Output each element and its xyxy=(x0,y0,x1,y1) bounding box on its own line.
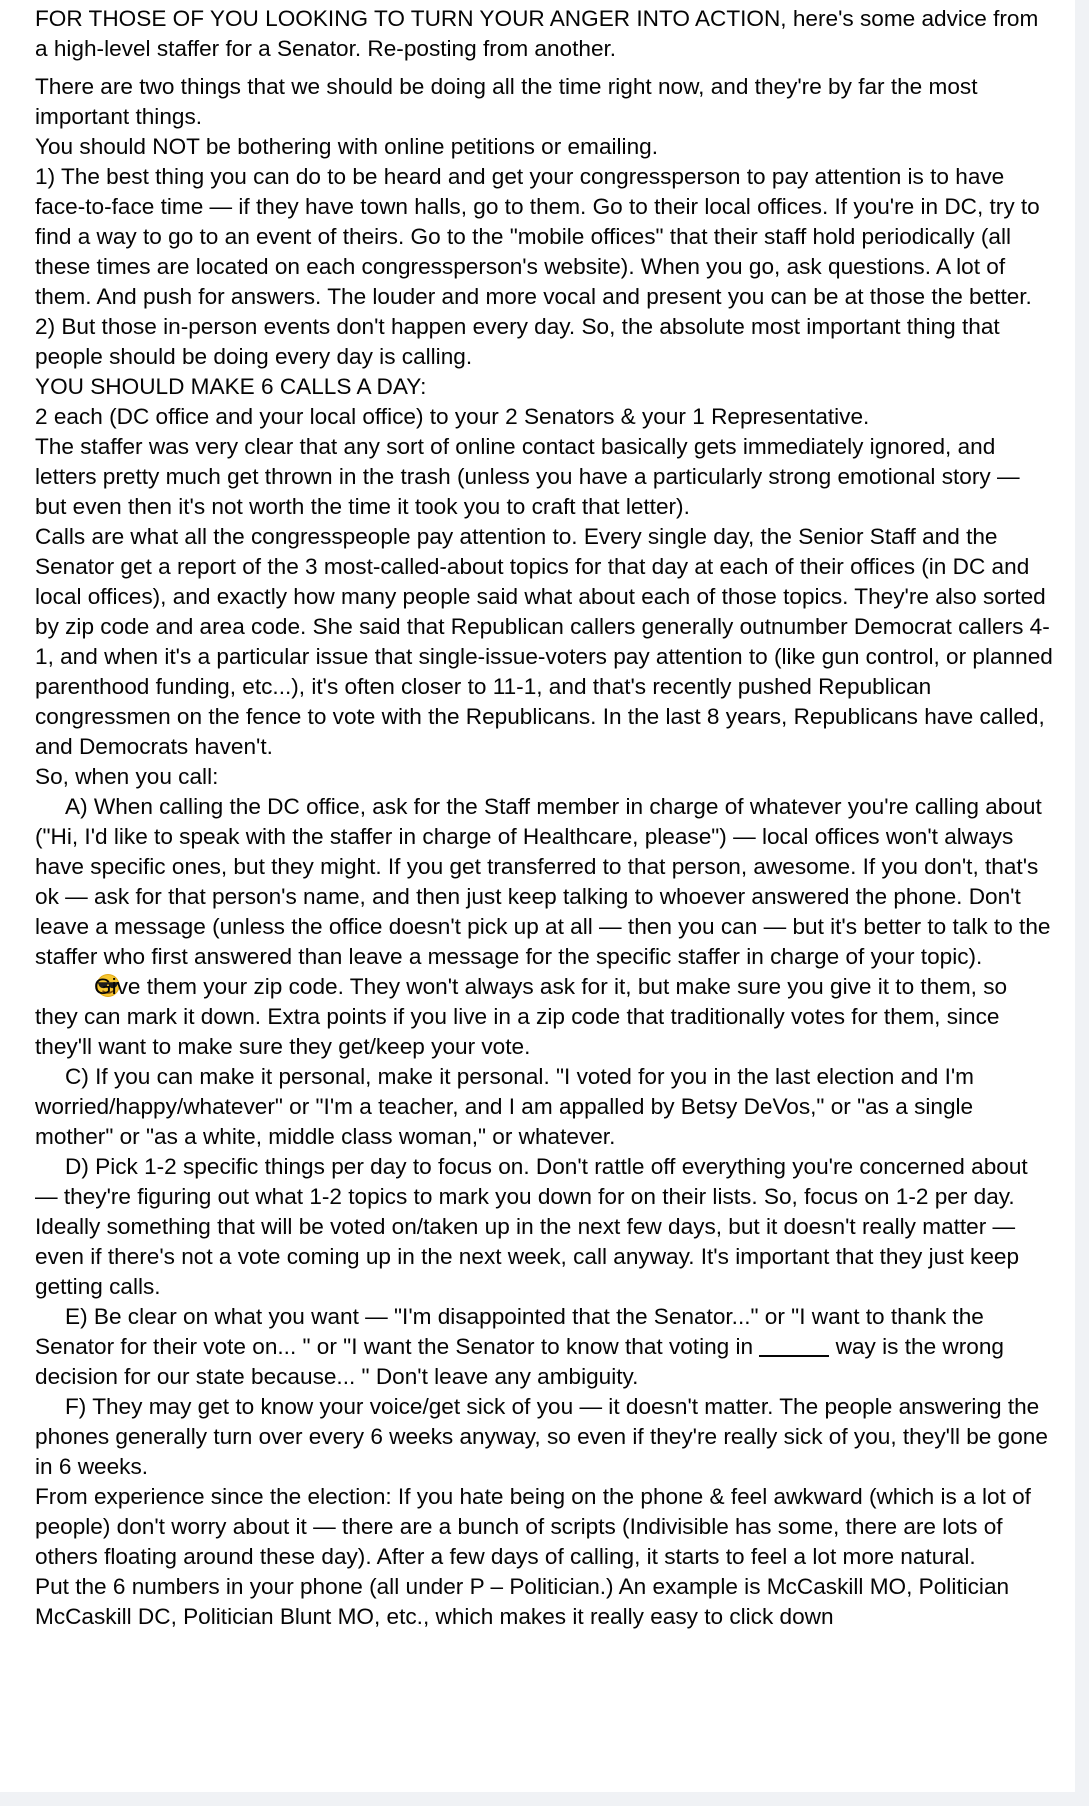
post-paragraph: Put the 6 numbers in your phone (all under P – Politician.) An example is McCaskill MO, Politician McCaskill DC, Politician Blunt MO, etc., which makes it really easy to click down xyxy=(35,1574,1010,1629)
post-paragraph: From experience since the election: If you hate being on the phone & feel awkward (which is a lot of people) don't worry about it — there are a bunch of scripts (Indivisible has some, there are lots of others floating around these day). After a few days of calling, it starts to feel a lot more natural. xyxy=(35,1484,1031,1569)
tip-d: D) Pick 1-2 specific things per day to focus on. Don't rattle off everything you're concerned about — they're figuring out what 1-2 topics to mark you down for on their lists. So, focus on 1-2 per day. Ideally something that will be voted on/taken up in the next few days, but it doesn't really matter — even if there's not a vote coming up in the next week, call anyway. It's important that they just keep getting calls. xyxy=(35,1154,1028,1299)
tip-f: F) They may get to know your voice/get sick of you — it doesn't matter. The people answering the phones generally turn over every 6 weeks anyway, so even if they're really sick of you, they'll be gone in 6 weeks. xyxy=(35,1394,1048,1479)
post-paragraph: The staffer was very clear that any sort of online contact basically gets immediately ignored, and letters pretty much get thrown in the trash (unless you have a particularly strong emotional story — but even then it's not worth the time it took you to craft that letter). xyxy=(35,434,1020,519)
post-paragraph: You should NOT be bothering with online petitions or emailing. xyxy=(35,134,658,159)
tip-e-text-end: way is the wrong decision for our state because... " Don't leave any ambiguity. xyxy=(35,1334,1004,1389)
tip-e xyxy=(35,1302,1055,1392)
post-paragraph: 1) The best thing you can do to be heard and get your congressperson to pay attention is to have face-to-face time — if they have town halls, go to them. Go to their local offices. If you're in DC, try to find a way to go to an event of theirs. Go to the "mobile offices" that their staff hold periodically (all these times are located on each congressperson's website). When you go, ask questions. A lot of them. And push for answers. The louder and more vocal and present you can be at those the better. xyxy=(35,164,1040,309)
post-paragraph: 2 each (DC office and your local office) to your 2 Senators & your 1 Representative. xyxy=(35,404,870,429)
tip-a: A) When calling the DC office, ask for the Staff member in charge of whatever you're calling about ("Hi, I'd like to speak with the staffer in charge of Healthcare, please") — local offices won't always have specific ones, but they might. If you get transferred to that person, awesome. If you don't, that's ok — ask for that person's name, and then just keep talking to whoever answered the phone. Don't leave a message (unless the office doesn't pick up at all — then you can — but it's better to talk to the staffer who first answered than leave a message for the specific staffer in charge of your topic). xyxy=(35,794,1051,969)
post-paragraph: YOU SHOULD MAKE 6 CALLS A DAY: xyxy=(35,374,427,399)
sunglasses-emoji-icon xyxy=(65,973,91,995)
post-paragraph: Calls are what all the congresspeople pay attention to. Every single day, the Senior Staff and the Senator get a report of the 3 most-called-about topics for that day at each of their offices (in DC and local offices), and exactly how many people said what about each of those topics. They're also sorted by zip code and area code. She said that Republican callers generally outnumber Democrat callers 4-1, and when it's a particular issue that single-issue-voters pay attention to (like gun control, or planned parenthood funding, etc...), it's often closer to 11-1, and that's recently pushed Republican congressmen on the fence to vote with the Republicans. In the last 8 years, Republicans have called, and Democrats haven't. xyxy=(35,524,1053,759)
post-paragraph: 2) But those in-person events don't happen every day. So, the absolute most important thing that people should be doing every day is calling. xyxy=(35,314,1000,369)
tip-b-text: Give them your zip code. They won't always ask for it, but make sure you give it to them, so they can mark it down. Extra points if you live in a zip code that traditionally votes for them, since they'll want to make sure they get/keep your vote. xyxy=(35,974,1008,1059)
post-intro: FOR THOSE OF YOU LOOKING TO TURN YOUR ANGER INTO ACTION, here's some advice from a high-level staffer for a Senator. Re-posting from another. xyxy=(35,6,1039,61)
tip-e-text-start: E) Be clear on what you want — "I'm disappointed that the Senator..." or "I want to thank the Senator for their vote on... " or "I want the Senator to know that voting in xyxy=(35,1304,984,1359)
fill-in-blank xyxy=(759,1335,829,1357)
post-paragraph: So, when you call: xyxy=(35,764,219,789)
paragraph-gap xyxy=(35,64,1055,72)
tip-b xyxy=(35,972,1055,1062)
post-paragraph: There are two things that we should be doing all the time right now, and they're by far the most important things. xyxy=(35,74,978,129)
tip-c: C) If you can make it personal, make it personal. "I voted for you in the last election and I'm worried/happy/whatever" or "I'm a teacher, and I am appalled by Betsy DeVos," or "as a single mother" or "as a white, middle class woman," or whatever. xyxy=(35,1064,975,1149)
